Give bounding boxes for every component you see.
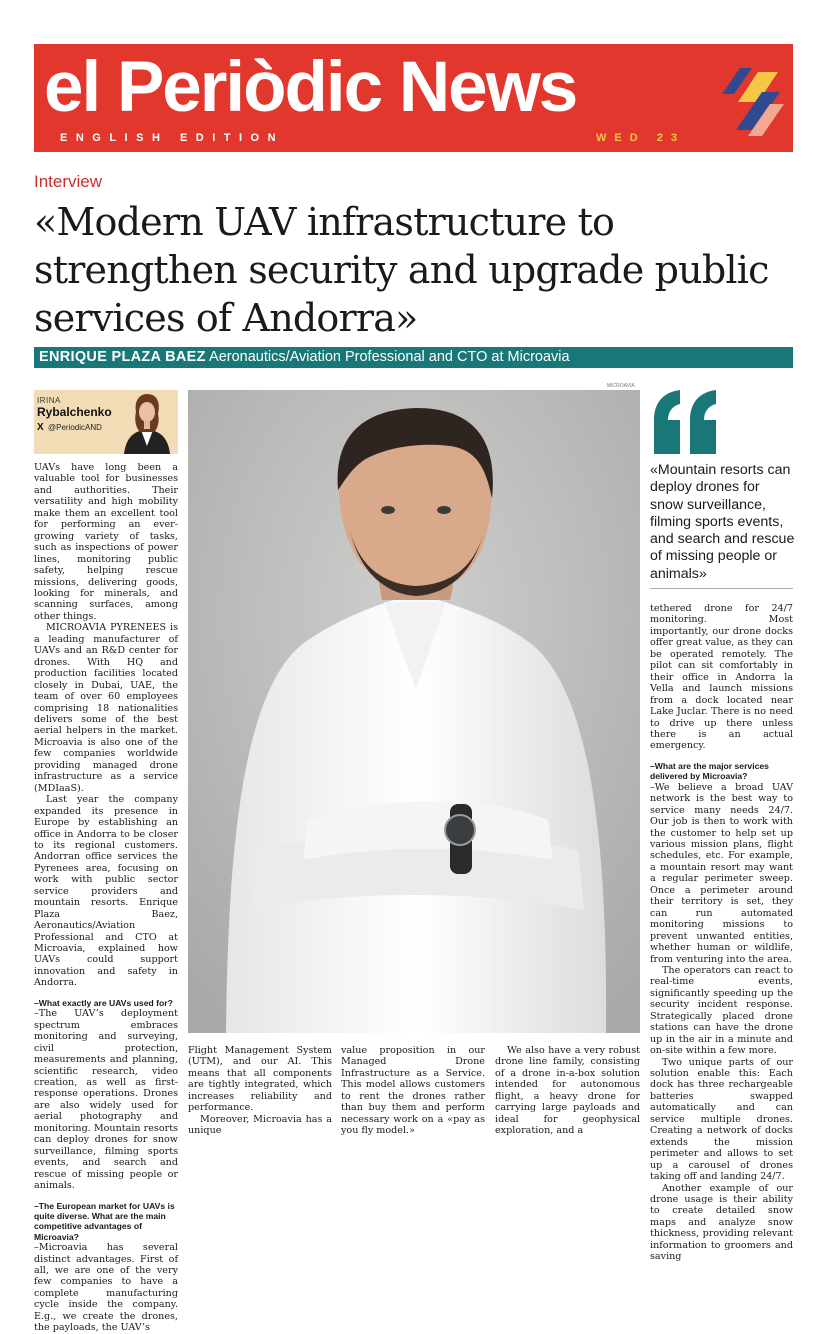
interview-question: –The European market for UAVs is quite diverse. What are the main competitive advantages of Microavia?	[34, 1200, 175, 1242]
paragraph: –The UAV’s deployment spectrum embraces monitoring and surveying, civil protection, measurements and planning, scientific research, video creation, as well as first-response operations. Drones are also widely used for aerial photography and monitoring. Mountain resorts can deploy drones for snow surveillance, filming sports events, and search and rescue of missing people or animals.	[34, 1008, 178, 1192]
paragraph: The operators can react to real-time events, significantly speeding up the security incident response. Strategically placed drone stations can have the drone up in the air in a minute and on-site within a few more.	[650, 964, 793, 1057]
byline-bar	[34, 347, 793, 368]
author-box	[34, 390, 178, 454]
divider	[650, 588, 793, 589]
text-column-4	[495, 1045, 640, 1137]
headline: «Modern UAV infrastructure to strengthen security and upgrade public services of Andorra»	[34, 200, 769, 340]
section-label: Interview	[34, 172, 103, 191]
paragraph: Last year the company expanded its presence in Europe by establishing an office in Andorra to be closer to its regional customers. Andorran office services the Pyrenees area, focusing on work with public sector service providers and mountain resorts. Enrique Plaza Baez, Aeronautics/Aviation Professional and CTO at Microavia, explained how UAVs could support innovation and safety in Andorra.	[34, 794, 178, 989]
paragraph: –Microavia has several distinct advantages. First of all, we are one of the very few companies to have a complete manufacturing cycle inside the company. E.g., we create the drones, the payloads, the UAV’s	[34, 1242, 178, 1334]
text-column-2	[188, 1045, 332, 1137]
portrait-photo	[188, 390, 640, 1033]
text-column-1	[34, 462, 178, 1334]
interview-question: –What are the major services delivered by Microavia?	[650, 760, 769, 782]
byline-name: ENRIQUE PLAZA BAEZ	[39, 349, 206, 365]
interview-question: –What exactly are UAVs used for?	[34, 997, 173, 1008]
stripes-logo-icon	[718, 64, 786, 140]
paragraph: tethered drone for 24/7 monitoring. Most importantly, our drone docks offer great value, as they can be operated remotely. The pilot can sit comfortably in their office in Andorra la Vella and launch missions from a dock located near Lake Juclar. There is no need to drive up there unless there is an actual emergency.	[650, 603, 793, 752]
author-handle[interactable]: @PeriodicAND	[48, 423, 102, 432]
text-column-3	[341, 1045, 485, 1137]
paragraph: MICROAVIA PYRENEES is a leading manufacturer of UAVs and an R&D center for drones. With HQ and production facilities located closely in Dubai, UAE, the team of over 60 employees comprising 18 nationalities delivers some of the best aerial helpers in the market. Microavia is also one of the few companies worldwide providing managed drone infrastructure as a service (MDIaaS).	[34, 622, 178, 794]
text-column-5	[650, 603, 793, 1263]
byline-role: Aeronautics/Aviation Professional and CTO at Microavia	[209, 349, 570, 365]
paragraph: –We believe a broad UAV network is the best way to service many needs 24/7. Our job is then to work with the customer to help set up various mission plans, flight schedules, etc. For example, a mountain resort may want a regular perimeter sweep. Once a perimeter around their territory is set, they can run automated monitoring missions to prevent unwanted entities, whether human or wildlife, from venturing into the area.	[650, 781, 793, 965]
author-first-name: IRINA	[37, 396, 61, 405]
photo-credit: MICROAVIA	[607, 383, 635, 389]
masthead-title: el Periòdic News	[44, 48, 577, 127]
paragraph: UAVs have long been a valuable tool for businesses and authorities. Their versatility and high mobility make them an excellent tool for performing an ever-growing variety of tasks, such as inspections of power lines, monitoring public safety, helping rescue missions, delivering goods, looking for minerals, and scanning surfaces, among other things.	[34, 462, 178, 622]
paragraph: Flight Management System (UTM), and our AI. This means that all components are tightly integrated, which increases reliability and performance.	[188, 1045, 332, 1114]
paragraph: We also have a very robust drone line family, consisting of a drone in-a-box solution intended for autonomous flight, a heavy drone for carrying large payloads and ideal for geophysical exploration, and a	[495, 1045, 640, 1137]
author-last-name: Rybalchenko	[37, 405, 112, 419]
masthead-date: WED 23	[596, 132, 685, 144]
quote-mark-icon	[650, 388, 720, 454]
pull-quote: «Mountain resorts can deploy drones for snow surveillance, filming sports events, and search and rescue of missing people or animals»	[650, 462, 795, 582]
x-logo-icon: X	[37, 422, 44, 433]
paragraph: Another example of our drone usage is their ability to create detailed snow maps and analyze snow thickness, providing relevant information to groomers and saving	[650, 1182, 793, 1263]
author-portrait	[116, 390, 178, 454]
paragraph: Two unique parts of our solution enable this: Each dock has three rechargeable batteries swapped automatically and can service multiple drones. Creating a network of docks extends the mission perimeter and allows to set up a carousel of drones taking off and landing 24/7.	[650, 1056, 793, 1183]
masthead-edition: ENGLISH EDITION	[60, 132, 285, 144]
paragraph: value proposition in our Managed Drone Infrastructure as a Service. This model allows customers to rent the drones rather than buy them and perform necessary work on a «pay as you fly model.»	[341, 1045, 485, 1137]
paragraph: Moreover, Microavia has a unique	[188, 1113, 332, 1137]
masthead	[34, 44, 793, 152]
